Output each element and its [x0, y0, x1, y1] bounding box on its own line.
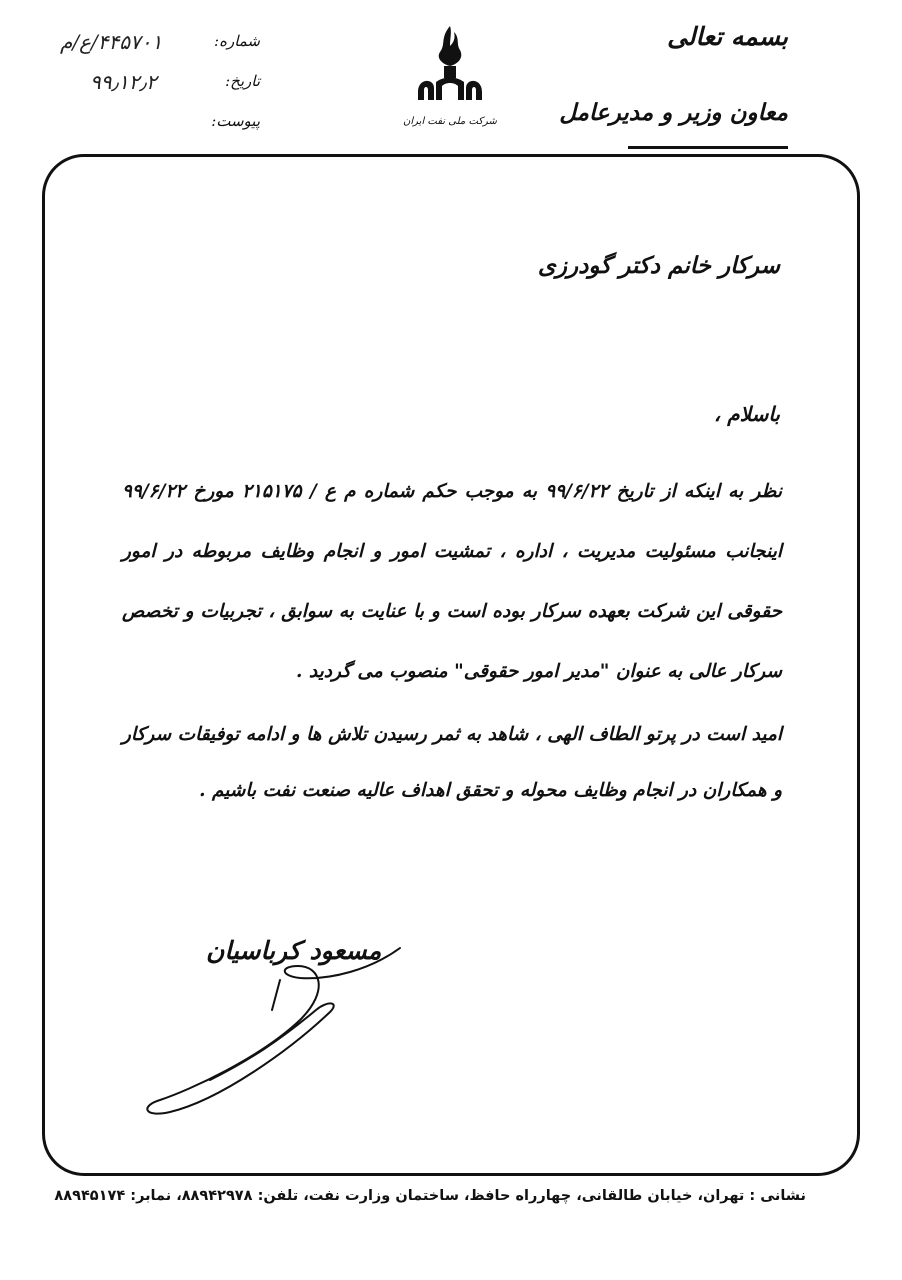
attachment-label: پیوست: — [211, 112, 260, 130]
letter-meta — [60, 30, 260, 150]
nioc-logo — [400, 20, 500, 127]
office-title: معاون وزیر و مدیرعامل — [559, 99, 788, 126]
bismillah-heading: بسمه تعالی — [667, 22, 788, 51]
header-divider — [628, 146, 788, 149]
addressee: سرکار خانم دکتر گودرزی — [537, 252, 780, 279]
signatory-name: مسعود کرباسیان — [206, 936, 382, 965]
date-value: ۹۹٫۱۲٫۲ — [90, 70, 157, 94]
logo-caption: شرکت ملی نفت ایران — [403, 116, 497, 127]
number-row — [60, 30, 260, 70]
number-label: شماره: — [214, 32, 260, 50]
date-row — [60, 70, 260, 110]
salutation: باسلام ، — [713, 402, 780, 426]
number-value: ۴۴۵۷۰۱/ع/م — [60, 30, 163, 54]
attachment-row — [60, 110, 260, 150]
paragraph-appointment: نظر به اینکه از تاریخ ۹۹/۶/۲۲ به موجب حکم شماره م ع / ۲۱۵۱۷۵ مورخ ۹۹/۶/۲۲ اینجانب مسئولیت مدیریت ، اداره ، تمشیت امور و انجام وظایف مربوطه در امور حقوقی این شرکت بعهده سرکار بوده است و با عنایت به سوابق ، تجربیات و تخصص سرکار عالی به عنوان "مدیر امور حقوقی" منصوب می گردید . — [122, 481, 782, 682]
flame-logo-icon — [400, 20, 500, 110]
handwritten-signature — [130, 940, 410, 1130]
footer-address: نشانی : تهران، خیابان طالقانی، چهارراه حافظ، ساختمان وزارت نفت، تلفن: ۸۸۹۴۲۹۷۸، نمابر: ۸۸۹۴۵۱۷۴ — [54, 1188, 806, 1204]
date-label: تاریخ: — [225, 72, 260, 90]
paragraph-wishes: امید است در پرتو الطاف الهی ، شاهد به ثمر رسیدن تلاش ها و ادامه توفیقات سرکار و همکاران در انجام وظایف محوله و تحقق اهداف عالیه صنعت نفت باشیم . — [122, 724, 782, 801]
letterhead-header — [559, 22, 788, 126]
